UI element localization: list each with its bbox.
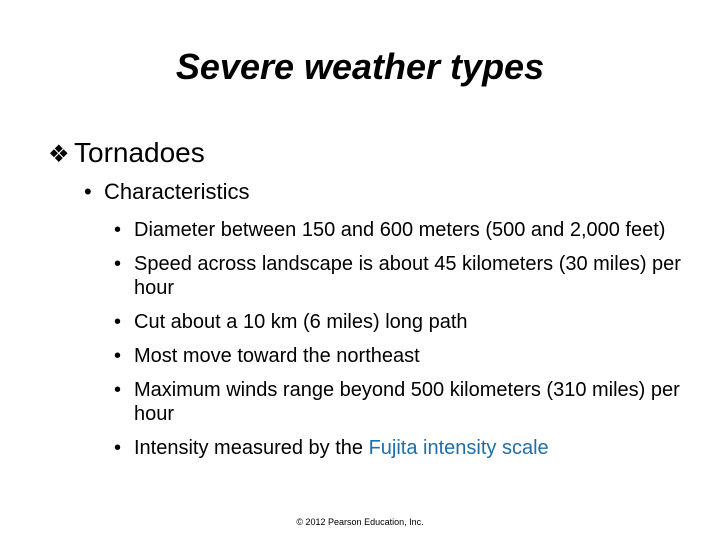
bullet-tornadoes <box>48 136 205 172</box>
list-item <box>114 218 694 242</box>
list-item <box>114 310 694 334</box>
bullet-tornadoes-label: Tornadoes <box>74 137 205 168</box>
diamond-bullet-icon: ❖ <box>48 141 70 168</box>
list-item-text: Most move toward the northeast <box>134 345 420 367</box>
list-item <box>114 436 694 460</box>
dot-bullet-icon: • <box>114 219 122 241</box>
fujita-scale-highlight: Fujita intensity scale <box>368 437 549 459</box>
dot-bullet-icon: • <box>114 311 122 333</box>
dot-bullet-icon: • <box>114 437 122 459</box>
list-item-text: Speed across landscape is about 45 kilometers (30 miles) per hour <box>134 253 681 299</box>
bullet-characteristics-label: Characteristics <box>104 179 250 204</box>
list-item-text: Maximum winds range beyond 500 kilometers (310 miles) per hour <box>134 379 680 425</box>
dot-bullet-icon: • <box>84 179 92 204</box>
slide-title: Severe weather types <box>175 46 545 87</box>
dot-bullet-icon: • <box>114 345 122 367</box>
list-item <box>114 344 694 368</box>
list-item-text: Cut about a 10 km (6 miles) long path <box>134 311 468 333</box>
list-item <box>114 252 694 300</box>
copyright-notice: © 2012 Pearson Education, Inc. <box>296 517 424 527</box>
dot-bullet-icon: • <box>114 379 122 401</box>
list-item <box>114 378 694 426</box>
list-item-text: Diameter between 150 and 600 meters (500 and 2,000 feet) <box>134 219 666 241</box>
characteristics-list <box>114 218 694 470</box>
list-item-text-prefix: Intensity measured by the <box>134 437 369 459</box>
bullet-characteristics <box>84 177 249 207</box>
dot-bullet-icon: • <box>114 253 122 275</box>
